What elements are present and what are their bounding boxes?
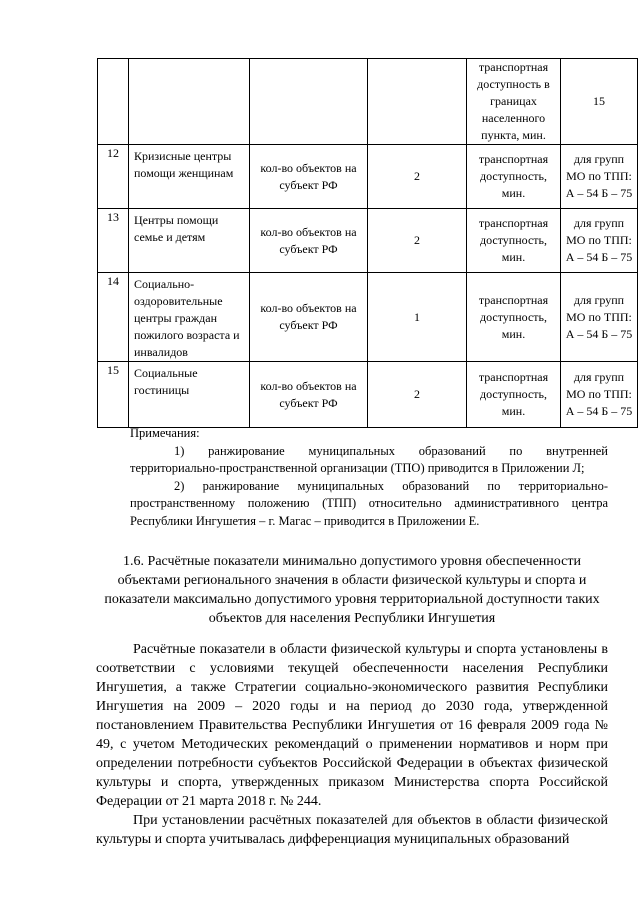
row-number: 12 [98,145,129,209]
note-2-middle-line: пространственному положению (ТПП) относительно административного центра [130,496,608,510]
note-2-last-line: Республики Ингушетия – г. Магас – приводится в Приложении Е. [130,513,480,528]
object-name: Кризисные центры помощи женщинам [129,145,250,209]
value-cell: 2 [368,209,467,273]
limit-type: транспортная доступность, мин. [467,209,561,273]
value-cell: 2 [368,145,467,209]
section-body [96,640,608,849]
paragraph-2: При установлении расчётных показателей для объектов в области физической культуры и спорта учитывалась дифференциация муниципальных образований [96,813,608,847]
unit-cell: кол-во объектов на субъект РФ [250,362,368,428]
row-number: 13 [98,209,129,273]
row-number: 14 [98,273,129,362]
table-row [98,145,638,209]
row-number: 15 [98,362,129,428]
table-row [98,209,638,273]
object-name: Социально-оздоровительные центры граждан пожилого возраста и инвалидов [129,273,250,362]
unit-cell: кол-во объектов на субъект РФ [250,273,368,362]
object-name [129,59,250,145]
table-row [98,59,638,145]
limit-type: транспортная доступность в границах населенного пункта, мин. [467,59,561,145]
paragraph-1: Расчётные показатели в области физической культуры и спорта установлены в соответствии с условиями текущей обеспеченности населения Республики Ингушетия, а также Стратегии социально-экономического развития Республики Ингушетия на 2009 – 2020 годы и на период до 2030 года, утвержденной постановлением Правительства Республики Ингушетия от 16 февраля 2009 года № 49, с учетом Методических рекомендаций о применении нормативов и норм при определении потребности субъектов Российской Федерации в объектах физической культуры и спорта, утвержденных приказом Министерства спорта Российской Федерации от 21 марта 2018 г. № 244. [96,642,608,809]
note-1-rest: территориально-пространственной организации (ТПО) приводится в Приложении Л; [130,461,585,475]
notes-title: Примечания: [130,426,200,440]
row-number [98,59,129,145]
limit-value: для групп МО по ТПП: А – 54 Б – 75 [561,209,638,273]
limit-value: для групп МО по ТПП: А – 54 Б – 75 [561,145,638,209]
limit-type: транспортная доступность, мин. [467,362,561,428]
note-1-first-line: 1) ранжирование муниципальных образований по внутренней [174,443,608,458]
object-name: Социальные гостиницы [129,362,250,428]
value-cell [368,59,467,145]
limit-type: транспортная доступность, мин. [467,145,561,209]
unit-cell: кол-во объектов на субъект РФ [250,145,368,209]
note-2-first-line: 2) ранжирование муниципальных образований по территориально- [174,478,608,493]
object-name: Центры помощи семье и детям [129,209,250,273]
value-cell: 2 [368,362,467,428]
table-notes [130,425,608,530]
table-row [98,273,638,362]
norms-table [97,58,638,428]
limit-type: транспортная доступность, мин. [467,273,561,362]
unit-cell: кол-во объектов на субъект РФ [250,209,368,273]
table-row [98,362,638,428]
section-heading: 1.6. Расчётные показатели минимально допустимого уровня обеспеченности объектами регионального значения в области физической культуры и спорта и показатели максимально допустимого уровня территориальной доступности таких объектов для населения Республики Ингушетия [104,554,600,626]
unit-cell [250,59,368,145]
limit-value: для групп МО по ТПП: А – 54 Б – 75 [561,362,638,428]
limit-value: для групп МО по ТПП: А – 54 Б – 75 [561,273,638,362]
value-cell: 1 [368,273,467,362]
limit-value: 15 [561,59,638,145]
